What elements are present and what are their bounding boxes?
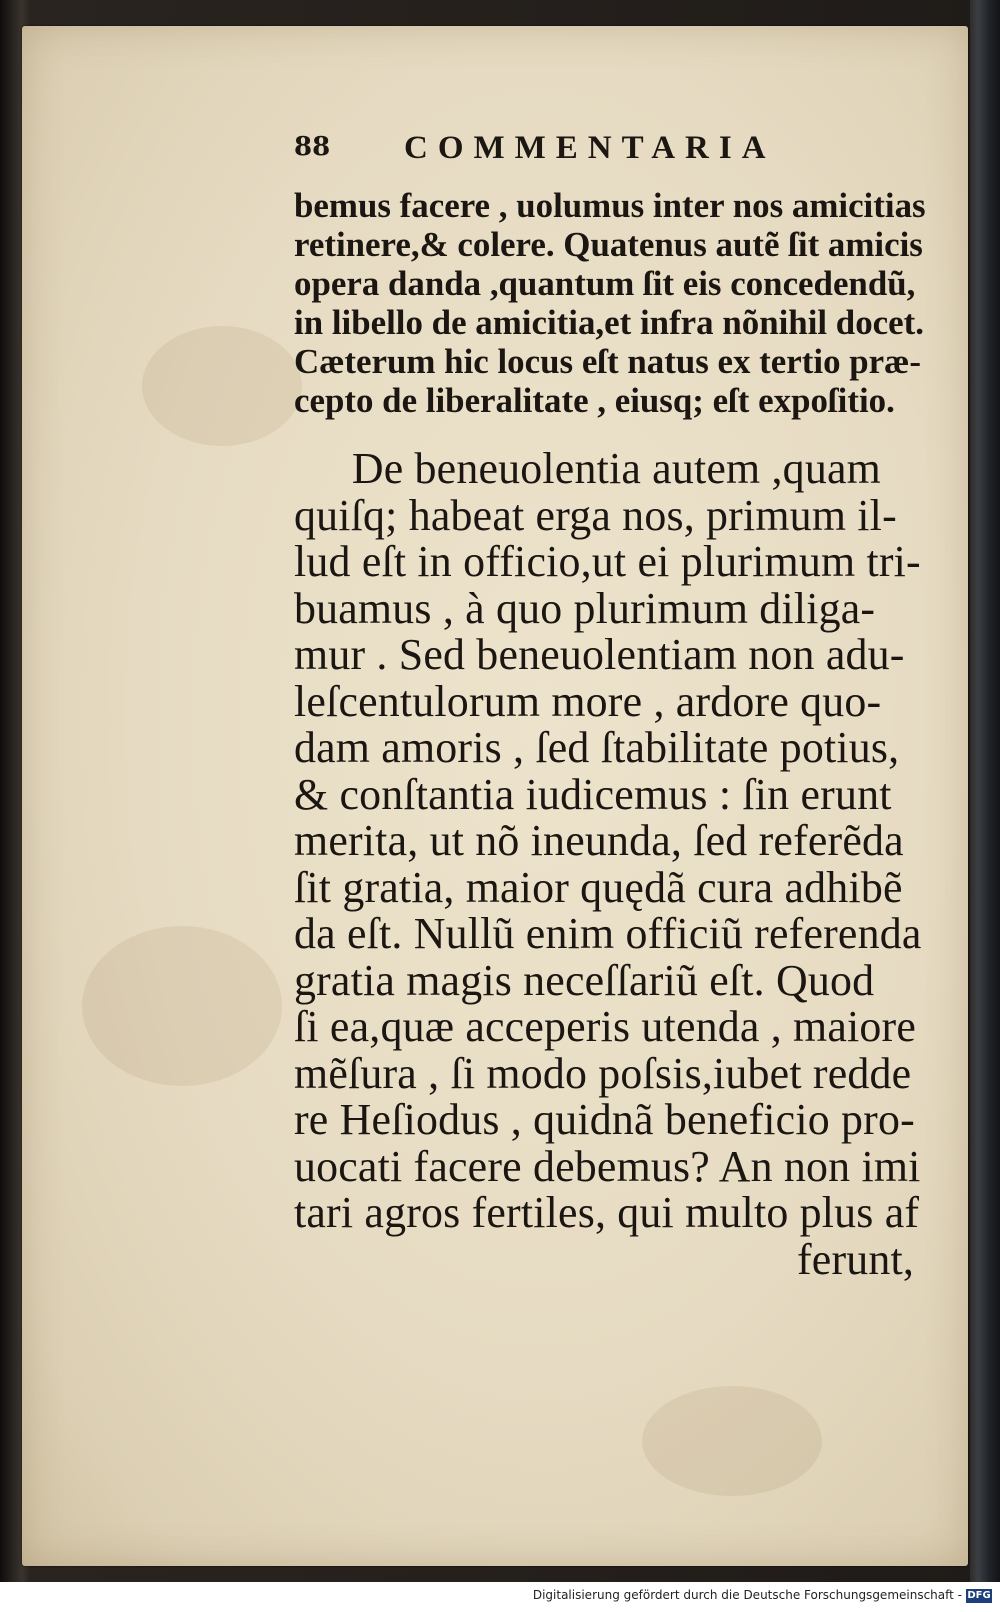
text-line: mur . Sed beneuolentiam non adu- <box>294 630 905 679</box>
text-line: lud eſt in officio,ut ei plurimum tri- <box>294 537 921 586</box>
running-title: COMMENTARIA <box>404 130 776 166</box>
text-line: buamus , à quo plurimum diliga- <box>294 583 876 633</box>
paragraph-1 <box>294 186 934 420</box>
dfg-logo: DFG <box>967 1590 991 1601</box>
text-line: Cæterum hic locus eſt natus ex tertio præ- <box>294 342 921 381</box>
page-number: 88 <box>294 132 331 162</box>
paper-stain <box>642 1386 822 1496</box>
text-line: ſi ea,quæ acceperis utenda , maiore <box>294 1002 917 1051</box>
text-line: dam amoris , ſed ſtabilitate potius, <box>294 723 900 772</box>
text-line: merita, ut nõ ineunda, ſed referẽda <box>294 816 904 865</box>
text-line: re Heſiodus , quidnã beneficio pro- <box>294 1095 915 1144</box>
scan-edge <box>970 0 1000 1582</box>
text-line: bemus facere , uolumus inter nos amicitias <box>294 186 926 225</box>
text-line: & conſtantia iudicemus : ſin erunt <box>294 769 892 819</box>
text-line: De beneuolentia autem ,quam <box>351 444 881 493</box>
text-line: opera danda ,quantum ſit eis concedendũ, <box>294 264 916 303</box>
text-line: in libello de amicitia,et infra nõnihil docet. <box>294 303 924 342</box>
text-line: mẽſura , ſi modo poſsis,iubet redde <box>294 1048 912 1098</box>
text-line: da eſt. Nullũ enim officiũ referenda <box>294 909 922 958</box>
digitization-credit: Digitalisierung gefördert durch die Deutsche Forschungsgemeinschaft - <box>532 1588 962 1602</box>
text-line: cepto de liberalitate , eiusq; eſt expoſitio. <box>294 381 895 420</box>
page-header <box>294 128 934 172</box>
text-line: retinere,& colere. Quatenus autẽ ſit amicis <box>294 225 923 264</box>
paper-stain <box>82 926 282 1086</box>
text-line: quiſq; habeat erga nos, primum il- <box>294 490 897 540</box>
text-line: leſcentulorum more , ardore quo- <box>294 676 882 726</box>
paragraph-2 <box>294 446 934 1283</box>
catchword: ferunt, <box>796 1234 915 1284</box>
text-line: gratia magis neceſſariũ eſt. Quod <box>294 955 875 1005</box>
text-line: uocati facere debemus? An non imi <box>294 1141 921 1191</box>
text-line: ſit gratia, maior quędã cura adhibẽ <box>294 862 903 912</box>
text-line: tari agros fertiles, qui multo plus af <box>294 1188 920 1237</box>
paper-stain <box>142 326 302 446</box>
